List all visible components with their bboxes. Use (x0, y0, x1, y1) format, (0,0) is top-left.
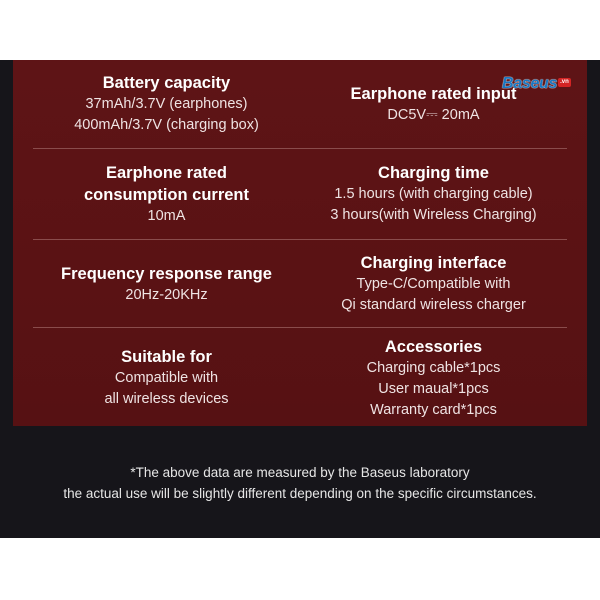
spec-title: Suitable for (121, 348, 212, 366)
spec-row (33, 240, 567, 328)
spec-value: DC5V⎓ 20mA (387, 106, 480, 123)
spec-earphone-rated-input (300, 60, 567, 148)
spec-title-line: Earphone rated (105, 163, 228, 182)
spec-value: Qi standard wireless charger (341, 297, 526, 313)
spec-title: Earphone rated input (350, 84, 517, 103)
spec-charging-interface (300, 240, 567, 328)
spec-value: Type-C/Compatible with (356, 276, 511, 292)
spec-frequency-response-range (33, 240, 300, 328)
footnote-line: the actual use will be slightly different depending on the specific circumstances. (63, 486, 537, 501)
logo-badge: .vn (560, 79, 569, 85)
row-divider (33, 148, 567, 149)
spec-value: all wireless devices (104, 391, 229, 407)
spec-title: Frequency response range (61, 264, 272, 283)
spec-rated-consumption-current (33, 150, 300, 238)
spec-value: Compatible with (114, 370, 219, 386)
spec-row (33, 60, 567, 148)
spec-value: 10mA (147, 207, 186, 224)
footnote-line: *The above data are measured by the Baseus laboratory (130, 465, 470, 480)
spec-value: User maual*1pcs (378, 380, 489, 397)
spec-row (33, 150, 567, 238)
spec-panel (13, 60, 587, 426)
footnote (0, 462, 600, 504)
spec-title: Battery capacity (102, 74, 231, 92)
spec-charging-time (300, 150, 567, 238)
spec-title: Charging interface (360, 254, 507, 272)
spec-value: 20Hz-20KHz (125, 286, 208, 303)
spec-suitable-for (33, 330, 300, 426)
spec-value: 1.5 hours (with charging cable) (334, 186, 533, 202)
logo-text: Baseus (502, 75, 558, 92)
spec-value: Warranty card*1pcs (370, 401, 497, 418)
spec-row (33, 330, 567, 426)
spec-title-line: consumption current (83, 185, 249, 204)
spec-value: 37mAh/3.7V (earphones) (85, 96, 248, 112)
spec-value: 400mAh/3.7V (charging box) (74, 117, 259, 133)
row-divider (33, 327, 567, 328)
baseus-logo (502, 75, 571, 93)
spec-accessories (300, 330, 567, 426)
spec-value: Charging cable*1pcs (366, 359, 501, 376)
spec-title: Charging time (378, 164, 489, 182)
spec-battery-capacity (33, 60, 300, 148)
spec-title: Accessories (384, 337, 483, 356)
spec-value: 3 hours(with Wireless Charging) (330, 207, 537, 223)
